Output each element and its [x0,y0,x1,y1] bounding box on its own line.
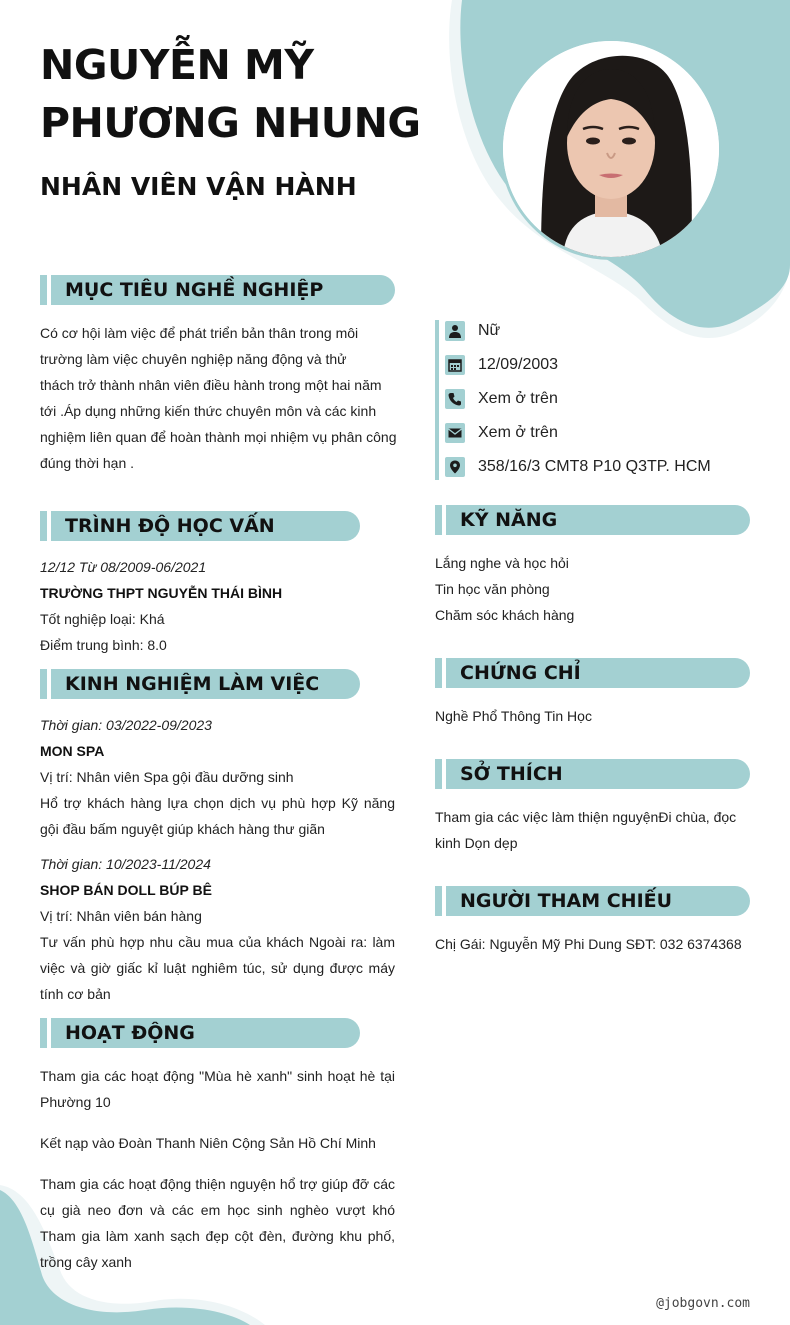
job-company: SHOP BÁN DOLL BÚP BÊ [40,882,212,898]
section-title-objective: MỤC TIÊU NGHỀ NGHIỆP [65,279,324,301]
section-title-skills: KỸ NĂNG [460,509,558,531]
contact-birthday [445,352,558,378]
certificate-item: Nghề Phổ Thông Tin Học [435,708,592,724]
job-company: MON SPA [40,743,105,759]
portrait-illustration [503,41,719,257]
education-period: 12/12 Từ 08/2009-06/2021 [40,559,207,575]
section-title-activities: HOẠT ĐỘNG [65,1022,195,1044]
objective-text [40,320,400,476]
contact-gender [445,318,500,344]
candidate-name [40,36,470,152]
skill-item: Lắng nghe và học hỏi [435,555,569,571]
contact-phone [445,386,558,412]
section-title-experience: KINH NGHIỆM LÀM VIỆC [65,673,320,695]
job-position: Vị trí: Nhân viên Spa gội đầu dưỡng sinh [40,769,294,785]
contact-email [445,420,558,446]
job-period: Thời gian: 10/2023-11/2024 [40,856,211,872]
job-title: NHÂN VIÊN VẬN HÀNH [40,172,357,201]
person-icon [445,321,465,341]
activity-item: Kết nạp vào Đoàn Thanh Niên Cộng Sản Hồ Chí Minh [40,1135,376,1151]
section-title-hobbies: SỞ THÍCH [460,763,563,785]
objective-line: trường làm việc chuyên nghiệp năng động và thử [40,351,347,367]
section-header-activities [40,1018,360,1048]
section-header-skills [435,505,750,535]
contact-text: 12/09/2003 [478,356,559,373]
contact-text: Nữ [478,322,501,339]
reference-item: Chị Gái: Nguyễn Mỹ Phi Dung SĐT: 032 6374368 [435,936,742,952]
job-description: Hổ trợ khách hàng lựa chọn dịch vụ phù hợp Kỹ năng gội đầu bấm nguyệt giúp khách hàng thư giãn [40,795,395,837]
contact-text: Xem ở trên [478,424,558,441]
location-pin-icon [445,457,465,477]
education-gpa: Điểm trung bình: 8.0 [40,637,167,653]
contact-address [445,454,711,480]
section-header-certificates [435,658,750,688]
candidate-name-line2: PHƯƠNG NHUNG [40,99,421,147]
section-title-education: TRÌNH ĐỘ HỌC VẤN [65,515,275,537]
objective-line: đúng thời hạn . [40,455,135,471]
contact-text: 358/16/3 CMT8 P10 Q3TP. HCM [478,458,711,475]
activity-item: Tham gia các hoạt động thiện nguyện hổ trợ giúp đỡ các cụ già neo đơn và các em học sinh nghèo vượt khó Tham gia làm xanh sạch đẹp cột đèn, đường khu phố, trồng cây xanh [40,1176,395,1270]
profile-photo [500,38,722,260]
education-block [40,554,400,658]
contact-text: Xem ở trên [478,390,558,407]
mail-icon [445,423,465,443]
watermark-text: @jobgovn.com [656,1296,750,1311]
calendar-icon [445,355,465,375]
hobbies-line: kinh Dọn dẹp [435,835,518,851]
section-header-references [435,886,750,916]
experience-job [40,851,395,1007]
contact-info [435,320,759,480]
job-period: Thời gian: 03/2022-09/2023 [40,717,212,733]
hobbies-line: Tham gia các việc làm thiện nguyệnĐi chùa, đọc [435,809,737,825]
section-header-hobbies [435,759,750,789]
skills-list [435,550,750,628]
hobbies-text [435,804,755,856]
section-header-education [40,511,360,541]
section-title-references: NGƯỜI THAM CHIẾU [460,890,673,912]
objective-line: thách trở thành nhân viên điều hành trong một hai năm [40,377,382,393]
candidate-name-line1: NGUYỄN MỸ [40,41,314,89]
phone-icon [445,389,465,409]
skill-item: Tin học văn phòng [435,581,550,597]
job-position: Vị trí: Nhân viên bán hàng [40,908,202,924]
objective-line: tới .Áp dụng những kiến thức chuyên môn và các kinh [40,403,377,419]
section-header-objective [40,275,395,305]
skill-item: Chăm sóc khách hàng [435,607,575,623]
objective-line: nghiệm liên quan để hoàn thành mọi nhiệm vụ phân công [40,429,397,445]
experience-job [40,712,395,842]
job-description: Tư vấn phù hợp nhu cầu mua của khách Ngoài ra: làm việc và giờ giấc kỉ luật nghiêm túc, sử dụng được máy tính cơ bản [40,934,395,1002]
education-school: TRƯỜNG THPT NGUYỄN THÁI BÌNH [40,585,283,601]
objective-line: Có cơ hội làm việc để phát triển bản thân trong môi [40,325,359,341]
section-title-certificates: CHỨNG CHỈ [460,662,581,684]
education-rank: Tốt nghiệp loại: Khá [40,611,165,627]
section-header-experience [40,669,360,699]
activity-item: Tham gia các hoạt động "Mùa hè xanh" sinh hoạt hè tại Phường 10 [40,1068,395,1110]
